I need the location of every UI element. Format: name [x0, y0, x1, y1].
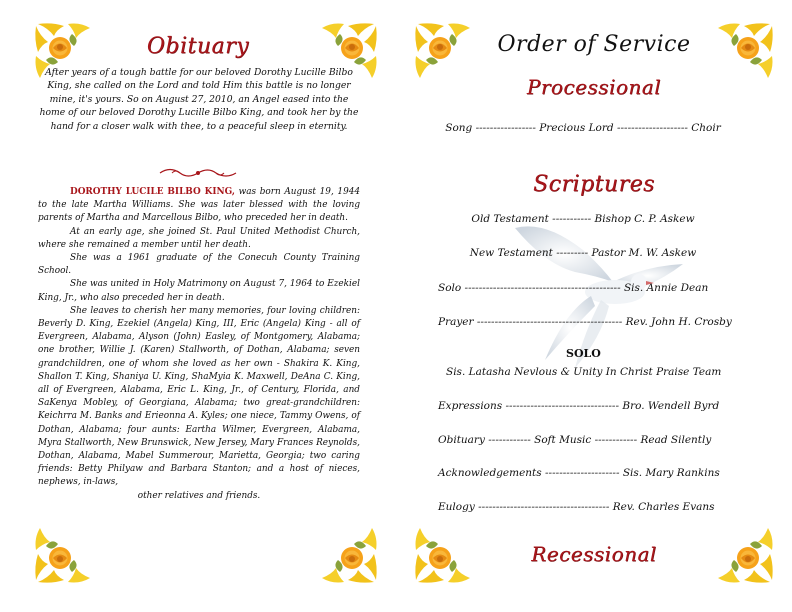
recessional-heading: Recessional	[531, 542, 657, 566]
rose-corner-icon	[318, 524, 378, 584]
obituary-intro: After years of a tough battle for our beloved Dorothy Lucille Bilbo King, she called on the Lord and told Him this battle is no longer mine, it's yours. So on August 27, 2010, an Angel eased into the home of our beloved Dorothy Lucille Bilbo King, and took her by the hand for a closer walk with thee, to a peaceful sleep in eternity.	[39, 67, 359, 132]
service-item-solo: Solo -------------------------------------------- Sis. Annie Dean	[438, 282, 709, 294]
obituary-biography	[38, 186, 360, 503]
service-item-expressions: Expressions -------------------------------- Bro. Wendell Byrd	[438, 400, 720, 412]
rose-corner-icon	[34, 524, 94, 584]
bio-paragraph-birth: was born August 19, 1944 to the late Martha Williams. She was later blessed with the loving parents of Martha and Marcellous Bilbo, who preceded her in death.	[38, 187, 361, 224]
processional-heading: Processional	[526, 75, 662, 99]
bio-paragraph-survivors: She leaves to cherish her many memories, four loving children: Beverly D. King, Ezekiel (Angela) King, III, Eric (Angela) King - all of Evergreen, Alabama, Alyson (John) Easley, of Montgomery, Alabama; one brother, Willie J. (Karen) Stallworth, of Dothan, Alabama; seven grandchildren, one of whom she loved as her own - Shakira K. King, Shallon T. King, Shaniya U. King, ShaMyia K. Maxwell, DeAna C. King, all of Evergreen, Alabama, Eric L. King, Jr., of Century, Florida, and SaKenya Mobley, of Georgiana, Alabama; two great-grandchildren: Keichrra M. Banks and Erieonna A. Kyles; one niece, Tammy Owens, of Dothan, Alabama; four aunts: Eartha Wilmer, Evergreen, Alabama, Myra Stallworth, New Brunswick, New Jersey, Mary Frances Reynolds, Dothan, Alabama, Mabel Summerour, Marietta, Georgia; two caring friends: Betty Philyaw and Barbara Stanton; and a host of nieces, nephews, in-laws,	[38, 305, 360, 488]
service-item-obituary: Obituary ------------ Soft Music ------------ Read Silently	[438, 434, 712, 446]
service-item-song: Song ----------------- Precious Lord -------------------- Choir	[445, 122, 721, 134]
scriptures-heading: Scriptures	[533, 172, 655, 197]
bio-paragraph-marriage: She was united in Holy Matrimony on August 7, 1964 to Ezekiel King, Jr., who also preceded her in death.	[38, 279, 360, 303]
service-item-eulogy: Eulogy ------------------------------------- Rev. Charles Evans	[438, 501, 715, 513]
obituary-title: Obituary	[146, 34, 250, 59]
service-item-prayer: Prayer ----------------------------------------- Rev. John H. Crosby	[438, 316, 732, 328]
service-item-old-testament: Old Testament ----------- Bishop C. P. Askew	[471, 213, 695, 225]
flourish-divider-icon	[158, 166, 238, 180]
bio-closing: other relatives and friends.	[137, 490, 261, 501]
service-item-solo-performers: Sis. Latasha Nevlous & Unity In Christ Praise Team	[446, 366, 722, 378]
deceased-name: DOROTHY LUCILE BILBO KING,	[70, 187, 235, 197]
bio-paragraph-church: At an early age, she joined St. Paul United Methodist Church, where she remained a member until her death.	[38, 226, 360, 250]
service-item-acknowledgements: Acknowledgements --------------------- Sis. Mary Rankins	[438, 467, 720, 479]
service-item-new-testament: New Testament --------- Pastor M. W. Askew	[469, 247, 697, 259]
bio-paragraph-graduate: She was a 1961 graduate of the Conecuh County Training School.	[38, 253, 360, 277]
solo-label: SOLO	[566, 347, 601, 360]
order-of-service-title: Order of Service	[497, 32, 691, 57]
